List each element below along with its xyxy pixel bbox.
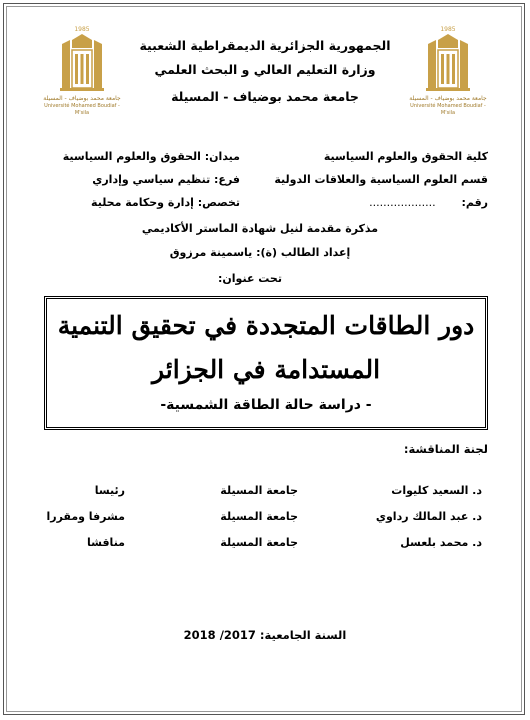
academic-year: السنة الجامعية: 2017/ 2018 <box>183 628 347 642</box>
committee-member-name: د. محمد بلعسل <box>400 536 482 549</box>
logo-caption-latin: Université Mohamed Boudiaf - M'sila <box>410 103 486 116</box>
university-emblem-icon <box>40 22 124 94</box>
number-label: رقم: <box>461 196 488 209</box>
committee-member-university: جامعة المسيلة <box>220 484 298 497</box>
university-logo-right <box>406 22 490 116</box>
header-republic: الجمهورية الجزائرية الديمقراطية الشعبية <box>139 38 391 53</box>
department-label: قسم العلوم السياسية والعلاقات الدولية <box>274 173 488 186</box>
committee-heading: لجنة المناقشة: <box>403 442 488 456</box>
title-subtitle: - دراسة حالة الطاقة الشمسية- <box>160 397 372 413</box>
field-label: ميدان: الحقوق والعلوم السياسية <box>62 150 240 163</box>
committee-member-university: جامعة المسيلة <box>220 510 298 523</box>
committee-member-name: د. عبد المالك رداوي <box>375 510 482 523</box>
specialty-label: تخصص: إدارة وحكامة محلية <box>91 196 240 209</box>
under-title-label: تحت عنوان: <box>218 272 282 285</box>
committee-member-role: رئيسا <box>94 484 125 497</box>
number-field <box>369 196 488 209</box>
logo-caption-arabic: جامعة محمد بوضياف - المسيلة <box>409 95 487 102</box>
title-box <box>44 296 488 430</box>
university-logo-left <box>40 22 124 116</box>
logo-caption-latin: Université Mohamed Boudiaf - M'sila <box>44 103 120 116</box>
committee-member-name: د. السعيد كليوات <box>391 484 482 497</box>
number-dots: ................... <box>369 196 436 209</box>
title-line-2: المستدامة في الجزائر <box>151 355 381 384</box>
faculty-label: كلية الحقوق والعلوم السياسية <box>323 150 488 163</box>
header-university: جامعة محمد بوضياف - المسيلة <box>171 89 359 104</box>
memo-line: مذكرة مقدمة لنيل شهادة الماستر الأكاديمي <box>141 222 379 235</box>
committee-member-university: جامعة المسيلة <box>220 536 298 549</box>
prepared-by-line: إعداد الطالب (ة): ياسمينة مرزوق <box>169 246 351 259</box>
committee-member-role: مشرفا ومقررا <box>46 510 125 523</box>
committee-member-role: مناقشا <box>87 536 125 549</box>
branch-label: فرع: تنظيم سياسي وإداري <box>92 173 240 186</box>
university-emblem-icon <box>406 22 490 94</box>
logo-year: 1985 <box>440 26 456 33</box>
logo-year: 1985 <box>74 26 90 33</box>
logo-caption-arabic: جامعة محمد بوضياف - المسيلة <box>43 95 121 102</box>
header-ministry: وزارة التعليم العالي و البحث العلمي <box>154 62 376 77</box>
title-line-1: دور الطاقات المتجددة في تحقيق التنمية <box>57 311 475 340</box>
